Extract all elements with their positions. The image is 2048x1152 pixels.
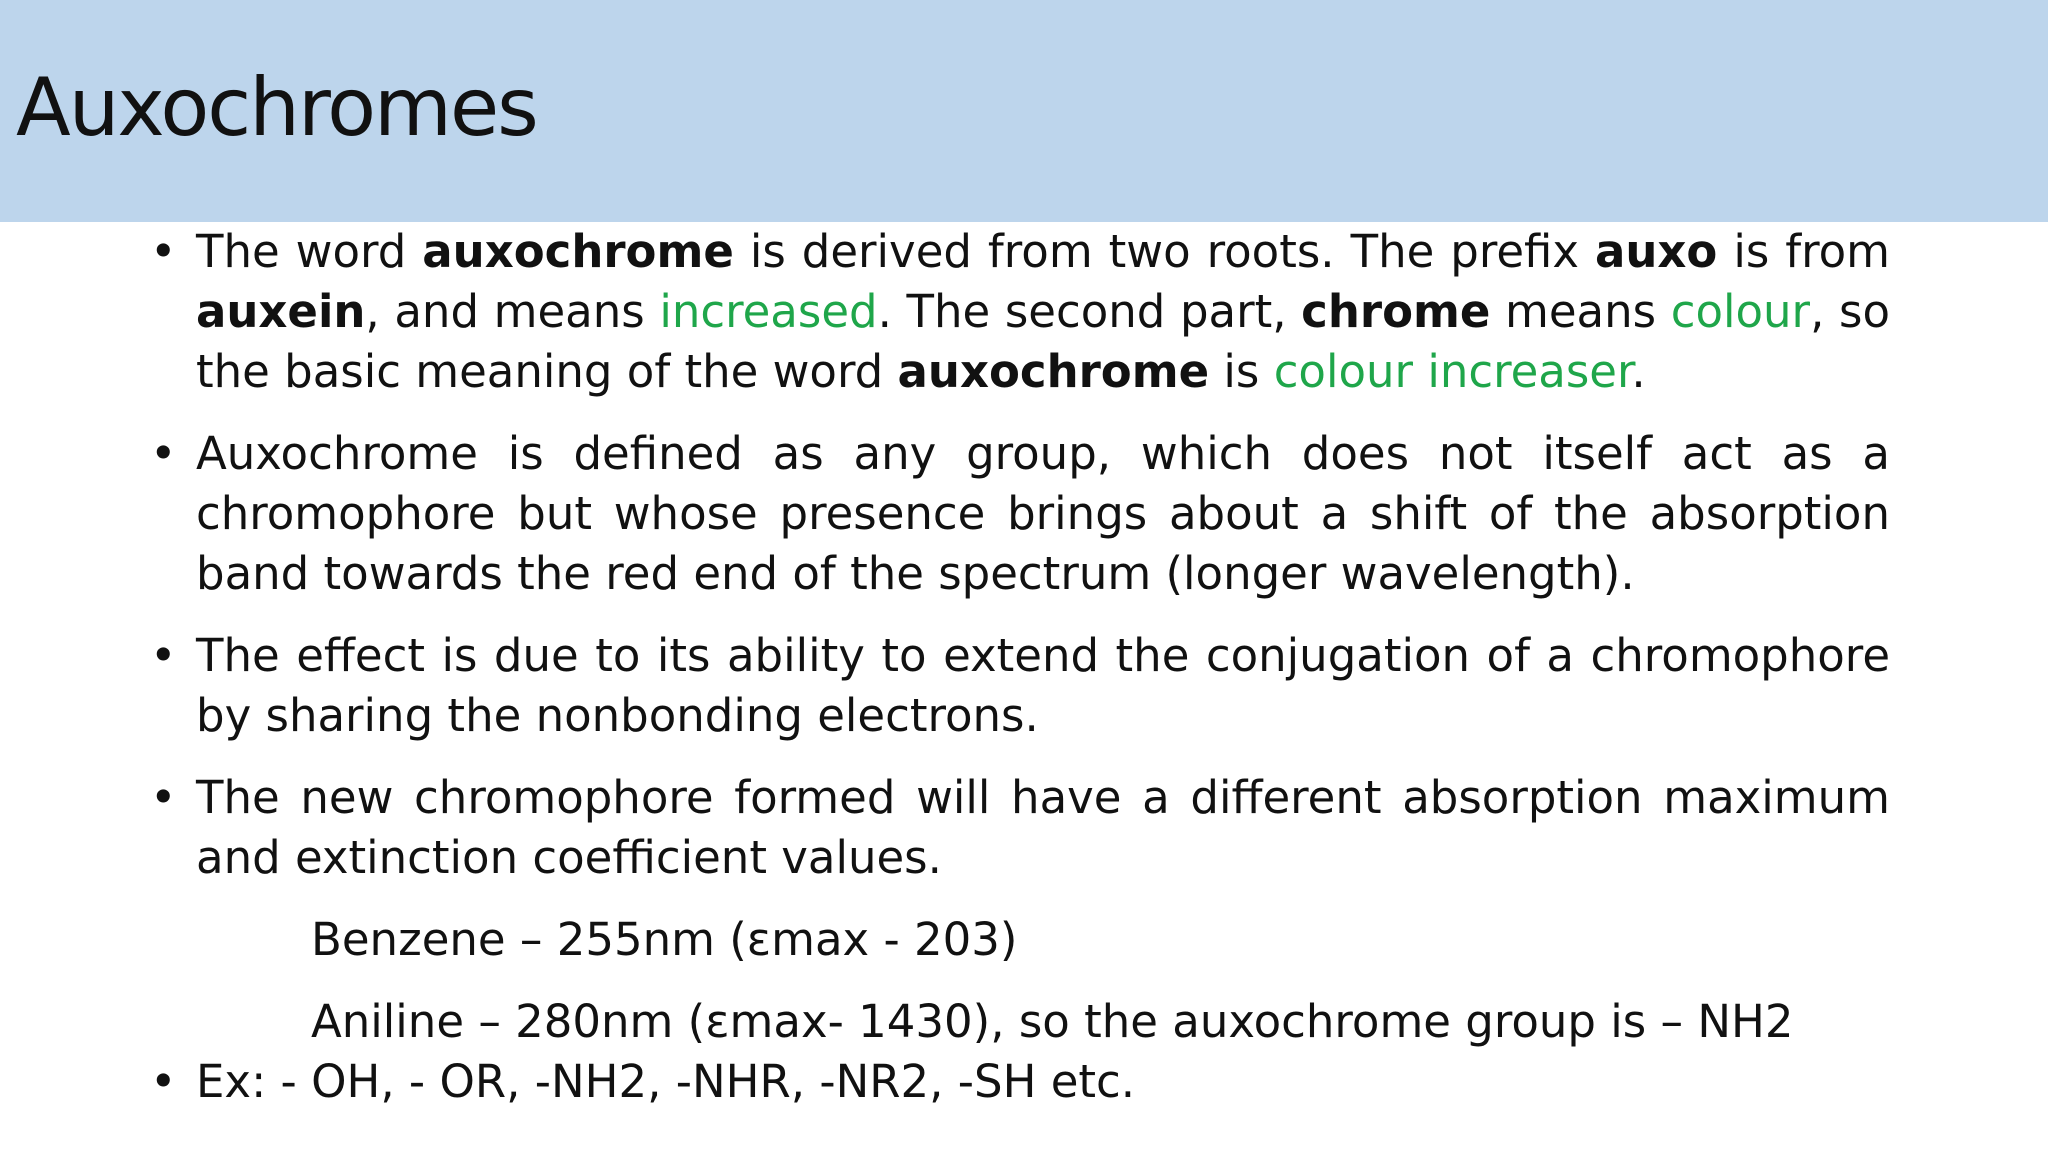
text-segment: is from — [1717, 225, 1890, 278]
highlight-colour: colour — [1670, 285, 1811, 338]
example-aniline: Aniline – 280nm (εmax- 1430), so the auxochrome group is – NH2 — [311, 995, 1794, 1048]
text-segment: . — [1631, 345, 1646, 398]
bold-term-auxein: auxein — [196, 285, 366, 338]
bold-term-auxochrome-2: auxochrome — [897, 345, 1210, 398]
highlight-increased: increased — [659, 285, 878, 338]
text-segment: is derived from two roots. The prefix — [733, 225, 1595, 278]
bold-term-auxo: auxo — [1595, 225, 1718, 278]
highlight-colour-increaser: colour increaser — [1273, 345, 1632, 398]
text-segment: The word — [196, 225, 423, 278]
bullet-auxochrome-examples: • Ex: - OH, - OR, -NH2, -NHR, -NR2, -SH etc. — [150, 1052, 1890, 1112]
example-benzene: Benzene – 255nm (εmax - 203) — [311, 913, 1018, 966]
title-band — [0, 0, 2048, 222]
bullet-list — [150, 222, 1890, 888]
text-segment: . The second part, — [877, 285, 1302, 338]
slide-title: Auxochromes — [16, 61, 537, 154]
text-segment: , so the basic meaning of the word — [196, 285, 1890, 398]
bullet-effect-conjugation: • The effect is due to its ability to extend the conjugation of a chromophore by sharing the nonbonding electrons. — [150, 626, 1890, 746]
bullet-auxochrome-etymology — [150, 222, 1890, 402]
bold-term-auxochrome: auxochrome — [422, 225, 734, 278]
text-segment: is — [1209, 345, 1274, 398]
bullet-new-chromophore: • The new chromophore formed will have a different absorption maximum and extinction coefficient values. — [150, 768, 1890, 888]
bullet-list-examples — [150, 1052, 1890, 1112]
bullet-auxochrome-definition: • Auxochrome is defined as any group, which does not itself act as a chromophore but whose presence brings about a shift of the absorption band towards the red end of the spectrum (longer wavelength). — [150, 424, 1890, 604]
slide-content — [150, 222, 1890, 1112]
text-segment: , and means — [365, 285, 660, 338]
bold-term-chrome: chrome — [1301, 285, 1491, 338]
text-segment: means — [1490, 285, 1671, 338]
